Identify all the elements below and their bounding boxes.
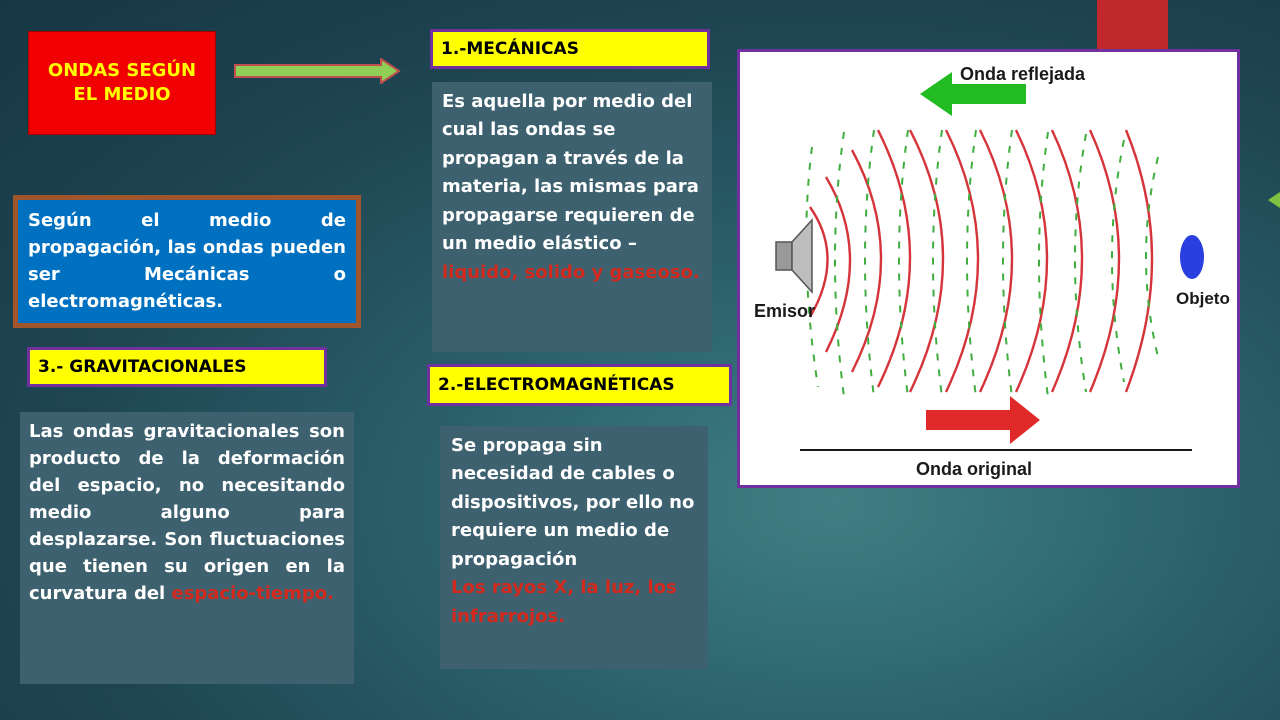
panel-mecanicas xyxy=(432,82,712,352)
label-mecanicas-text: 1.-MECÁNICAS xyxy=(441,39,579,59)
wave-illustration xyxy=(737,49,1240,488)
reflected-label: Onda reflejada xyxy=(960,64,1086,84)
label-electromagneticas-text: 2.-ELECTROMAGNÉTICAS xyxy=(438,375,675,395)
object-label: Objeto xyxy=(1176,289,1230,308)
panel-gravitacionales xyxy=(20,412,354,684)
gravitacionales-highlight: espacio-tiempo. xyxy=(171,583,334,604)
label-mecanicas xyxy=(430,29,710,69)
label-gravitacionales xyxy=(27,347,327,387)
connector-arrow-icon xyxy=(233,58,403,84)
electromagneticas-description: Se propaga sin necesidad de cables o dispositivos, por ello no requiere un medio de propagación xyxy=(451,435,695,570)
mecanicas-description: Es aquella por medio del cual las ondas se propagan a través de la materia, las mismas para propagarse requieren de un medio elástico – xyxy=(442,91,699,255)
electromagneticas-highlight: Los rayos X, la luz, los infrarrojos. xyxy=(451,577,677,627)
object-ball-icon xyxy=(1180,235,1204,279)
emitter-label: Emisor xyxy=(754,301,816,321)
title-box xyxy=(28,31,216,135)
label-electromagneticas xyxy=(427,364,732,406)
panel-electromagneticas xyxy=(440,426,708,669)
title-text: ONDAS SEGÚN EL MEDIO xyxy=(47,59,197,105)
original-wave-arcs xyxy=(810,130,1152,392)
slide-arrow-icon xyxy=(1268,192,1280,208)
accent-tab xyxy=(1097,0,1168,50)
emitter-speaker-icon xyxy=(776,220,812,292)
wave-diagram xyxy=(740,52,1237,485)
original-arrow-icon xyxy=(926,396,1040,444)
intro-box xyxy=(13,195,361,328)
intro-text: Según el medio de propagación, las ondas pueden ser Mecánicas o electromagnéticas. xyxy=(28,210,346,312)
mecanicas-highlight: liquido, solido y gaseoso. xyxy=(442,261,700,283)
label-gravitacionales-text: 3.- GRAVITACIONALES xyxy=(38,357,247,377)
gravitacionales-description: Las ondas gravitacionales son producto de la deformación del espacio, no necesitando medio alguno para desplazarse. Son fluctuaciones que tienen su origen en la curvatura del xyxy=(29,421,345,604)
original-label: Onda original xyxy=(916,459,1033,479)
